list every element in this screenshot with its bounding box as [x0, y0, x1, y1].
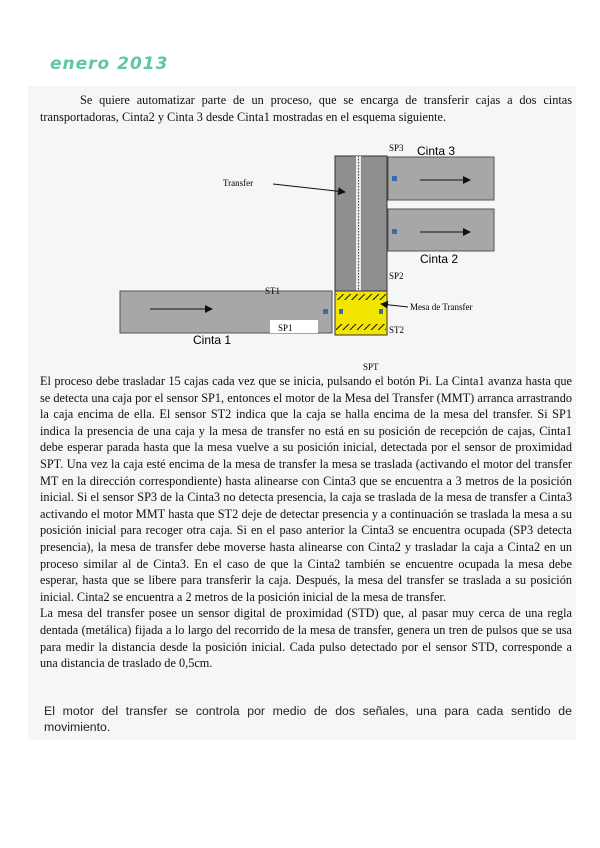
- sp3-label: SP3: [389, 143, 404, 153]
- paragraph-process: El proceso debe trasladar 15 cajas cada vez que se inicia, pulsando el botón Pi. La Cinta1 avanza hasta que se detecta una caja por el sensor SP1, entonces el motor de la Mesa del Transfer (MMT) arranca arrastrando la caja encima de ella. El sensor ST2 indica que la caja se halla encima de la mesa del transfer. Si SP1 indica la presencia de una caja y la mesa de transfer no está en su posición de recepción de cajas, Cinta1 debe esperar parada hasta que la mesa vuelve a su posición inicial, detectada por el sensor de proximidad SPT. Una vez la caja esté encima de la mesa de transfer la mesa se traslada (activando el motor del transfer MT en la dirección correspondiente) hasta alinearse con Cinta3 que se encuentra a 3 metros de la posición inicial. Si el sensor SP3 de la Cinta3 no detecta presencia, la caja se traslada de la mesa de transfer a Cinta3 activando el motor MMT hasta que ST2 deje de detectar presencia y a continuación se traslada la mesa a su posición inicial para recoger otra caja. Si en el paso anterior la Cinta3 se encuentra ocupada (SP3 detecta presencia), la mesa de transfer debe moverse hasta alinearse con Cinta2 y trasladar la caja a Cinta2 en un proceso similar al de Cinta3. En el caso de que la Cinta2 también se encuentre ocupada la mesa debe esperar, hasta que se libere para transferir la caja. Después, la mesa del transfer se traslada a su posición inicial. Cinta2 se encuentra a 2 metros de la posición inicial de la mesa de transfer.: [40, 374, 572, 604]
- sp2-label: SP2: [389, 271, 404, 281]
- intro-paragraph: Se quiere automatizar parte de un proceso, que se encarga de transferir cajas a dos cintas transportadoras, Cinta2 y Cinta 3 desde Cinta1 mostradas en el esquema siguiente.: [40, 93, 572, 124]
- cinta2-label: Cinta 2: [420, 252, 459, 266]
- st1-sensor: [339, 309, 343, 314]
- spt-label: SPT: [363, 362, 379, 372]
- sp2-sensor: [392, 229, 397, 234]
- transfer-label: Transfer: [223, 178, 254, 188]
- mesa-label: Mesa de Transfer: [410, 302, 473, 312]
- st2-label: ST2: [389, 325, 405, 335]
- cinta3-conveyor: [388, 157, 494, 200]
- handwritten-date: enero 2013: [50, 54, 169, 74]
- paragraph-sensor: La mesa del transfer posee un sensor digital de proximidad (STD) que, al pasar muy cerca de una regla dentada (metálica) fijada a lo largo del recorrido de la mesa de transfer, genera un tren de pulsos que se usa para medir la distancia desde la posición inicial. Cada pulso detectado por el sensor STD, corresponde a una distancia de traslado de 0,5cm.: [40, 606, 572, 671]
- paragraph-motor: El motor del transfer se controla por medio de dos señales, una para cada sentido de movimiento.: [44, 704, 572, 734]
- cinta2-conveyor: [388, 209, 494, 251]
- sp1-label: SP1: [278, 323, 293, 333]
- st2-sensor: [379, 309, 383, 314]
- cinta1-label: Cinta 1: [193, 333, 232, 347]
- conveyor-diagram: [115, 140, 500, 372]
- body-text: [40, 373, 572, 672]
- sp1-sensor: [323, 309, 328, 314]
- st1-label: ST1: [265, 286, 281, 296]
- cinta3-label: Cinta 3: [417, 144, 456, 158]
- sp3-sensor: [392, 176, 397, 181]
